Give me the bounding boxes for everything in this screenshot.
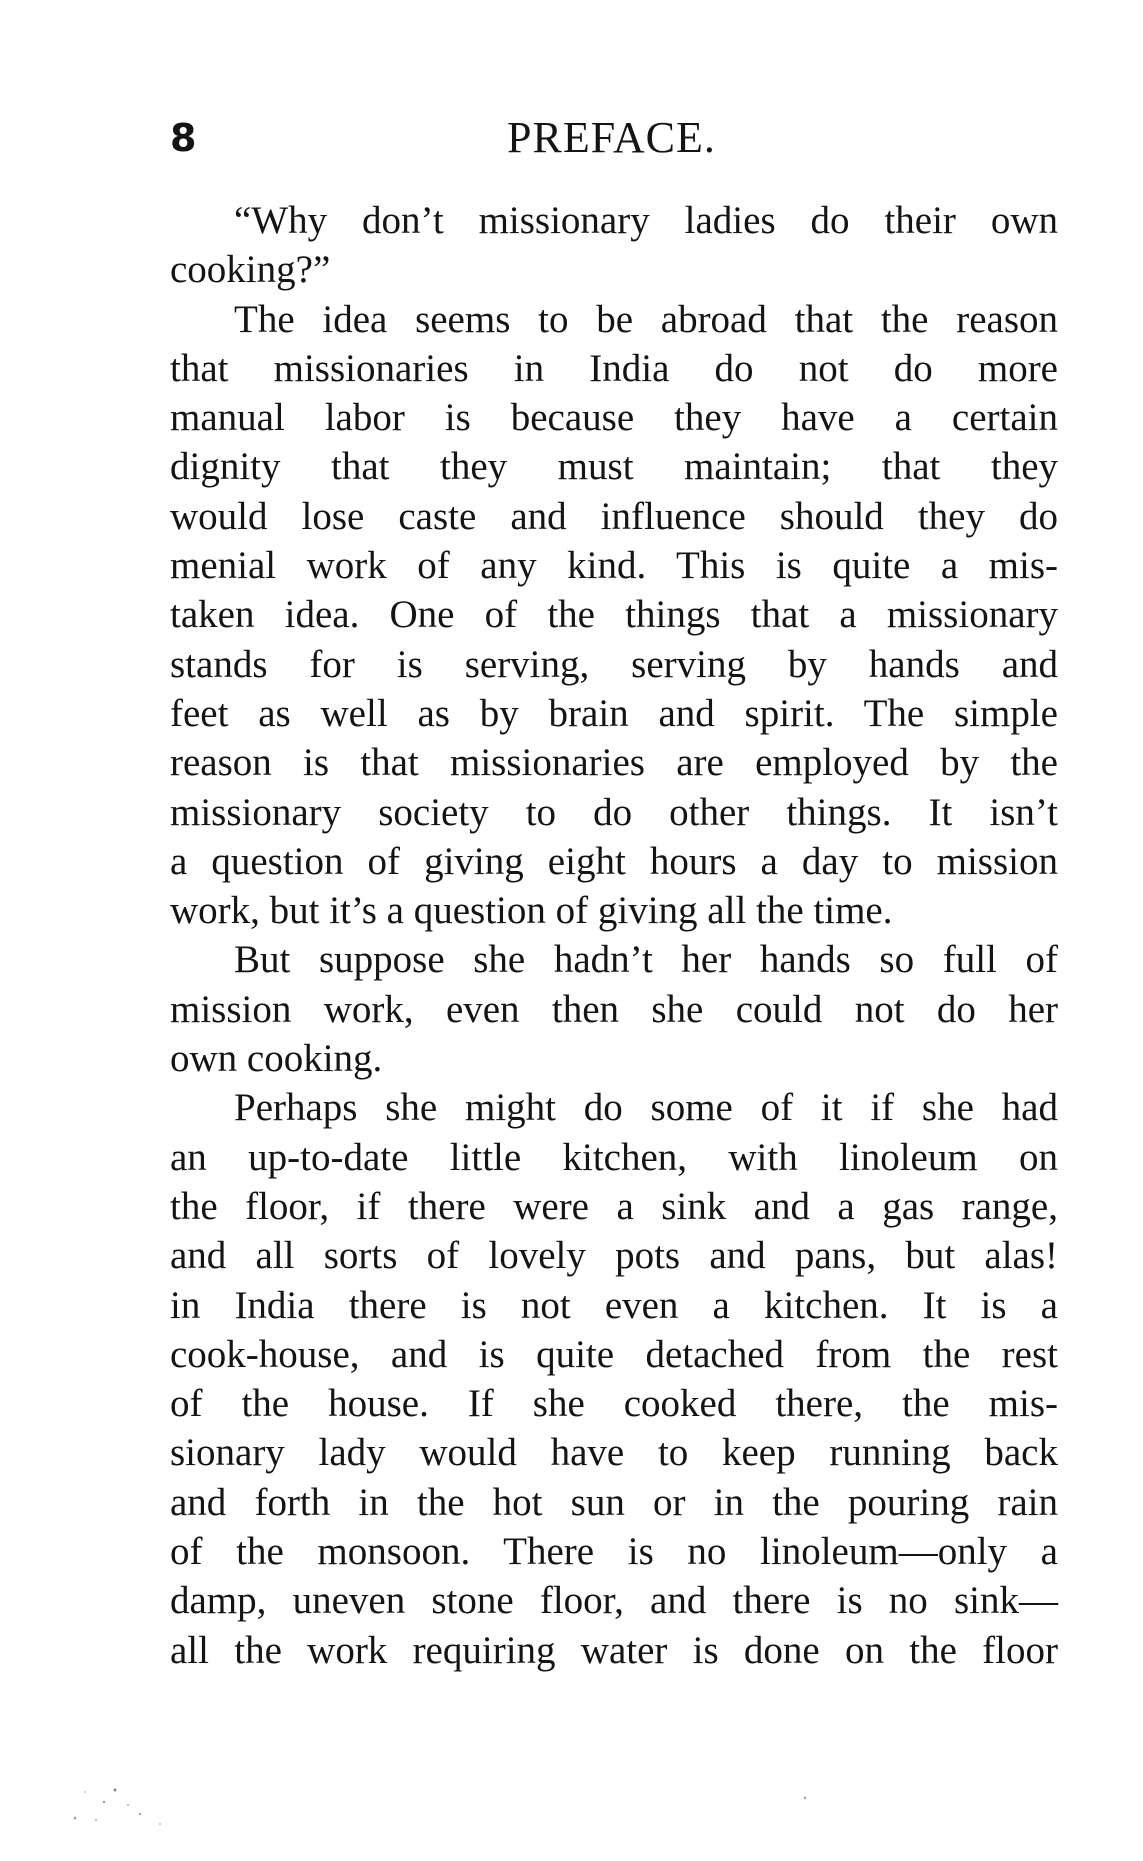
body-text xyxy=(170,196,1058,1675)
text-line: and all sorts of lovely pots and pans, but alas! xyxy=(170,1234,1058,1278)
text-line: missionary society to do other things. It isn’t xyxy=(170,790,1058,834)
text-line: feet as well as by brain and spirit. The simple xyxy=(170,691,1058,735)
paper-specks xyxy=(0,1780,1143,1860)
text-line: The idea seems to be abroad that the reason xyxy=(234,297,1058,341)
running-title: PREFACE. xyxy=(507,113,716,162)
text-line: stands for is serving, serving by hands and xyxy=(170,642,1058,686)
text-line: cook-house, and is quite detached from the rest xyxy=(170,1332,1058,1376)
text-line: cooking?” xyxy=(170,248,331,292)
text-line: But suppose she hadn’t her hands so full of xyxy=(234,938,1058,982)
text-line: in India there is not even a kitchen. It is a xyxy=(170,1283,1058,1327)
text-line: dignity that they must maintain; that they xyxy=(170,445,1058,489)
text-line: Perhaps she might do some of it if she had xyxy=(234,1086,1058,1130)
text-line: taken idea. One of the things that a missionary xyxy=(170,593,1058,637)
text-line: “Why don’t missionary ladies do their own xyxy=(234,199,1058,242)
text-line: mission work, even then she could not do her xyxy=(170,987,1058,1031)
text-line: menial work of any kind. This is quite a mis- xyxy=(170,544,1058,588)
text-line: damp, uneven stone floor, and there is no sink— xyxy=(170,1579,1058,1623)
text-line: a question of giving eight hours a day to mission xyxy=(170,839,1058,883)
text-line: all the work requiring water is done on the floor xyxy=(170,1628,1058,1672)
text-line: the floor, if there were a sink and a gas range, xyxy=(170,1184,1058,1228)
text-line: and forth in the hot sun or in the pouring rain xyxy=(170,1480,1058,1524)
text-line: an up-to-date little kitchen, with linoleum on xyxy=(170,1135,1058,1179)
running-head xyxy=(170,108,1060,168)
text-line: work, but it’s a question of giving all the time. xyxy=(170,889,893,933)
text-line: of the house. If she cooked there, the mis- xyxy=(170,1382,1058,1426)
text-line: sionary lady would have to keep running back xyxy=(170,1431,1058,1475)
text-line: manual labor is because they have a certain xyxy=(170,396,1058,440)
text-line: of the monsoon. There is no linoleum—only a xyxy=(170,1530,1058,1574)
text-line: own cooking. xyxy=(170,1037,383,1081)
page-number: 8 xyxy=(170,116,197,160)
text-line: would lose caste and influence should they do xyxy=(170,494,1058,538)
text-line: that missionaries in India do not do more xyxy=(170,346,1058,390)
text-line: reason is that missionaries are employed by the xyxy=(170,741,1058,785)
